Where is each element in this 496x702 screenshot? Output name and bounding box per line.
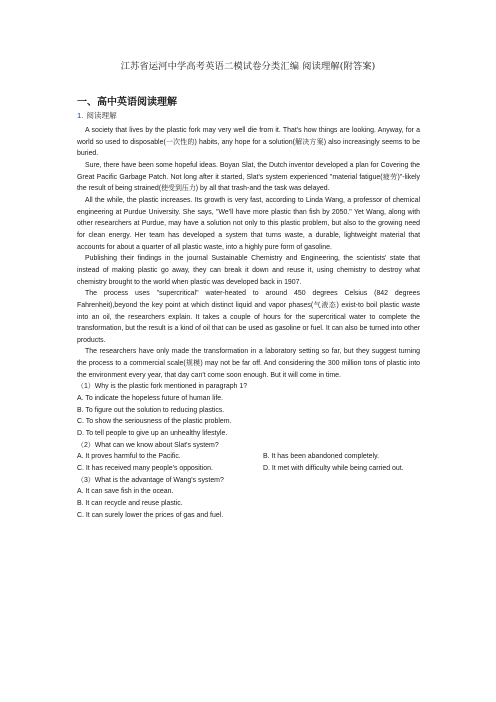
document-body xyxy=(77,125,420,521)
question-2-option-b: B. It has been abandoned completely. xyxy=(263,453,379,461)
question-1-stem: （1）Why is the plastic fork mentioned in paragraph 1? xyxy=(77,383,248,391)
question-2-options-row-1 xyxy=(77,451,420,463)
question-3-option-a: A. It can save fish in the ocean. xyxy=(77,488,174,496)
question-1-option-a: A. To indicate the hopeless future of human life. xyxy=(77,395,224,403)
passage-paragraph-5: The process uses "supercritical" water-heated to around 450 degrees Celsius (842 degrees Fahrenheit),beyond the key point at which distinct liquid and vapor phases(气液态) exist-to boil plastic waste into an oil, the researchers explain. It takes a couple of hours for the supercritical water to complete the transformation, but the result is a kind of oil that can be used as gasoline or fuel. It can also be turned into other products. xyxy=(77,290,420,344)
question-2-options-row-2 xyxy=(77,463,420,475)
question-2-option-d: D. It met with difficulty while being carried out. xyxy=(263,465,404,473)
question-2-stem: （2）What can we know about Slat's system? xyxy=(77,441,219,449)
question-1-option-c: C. To show the seriousness of the plastic problem. xyxy=(77,418,232,426)
question-2-option-a: A. It proves harmful to the Pacific. xyxy=(77,453,181,461)
passage-paragraph-4: Publishing their findings in the journal Sustainable Chemistry and Engineering, the scientists' state that instead of making plastic go away, they can break it down and reuse it, using chemistry to destroy what chemistry brought to the world when plastic was developed back in 1907. xyxy=(77,255,420,286)
question-2-option-c: C. It has received many people's opposition. xyxy=(77,465,213,473)
item-heading xyxy=(77,111,117,121)
passage-paragraph-2: Sure, there have been some hopeful ideas. Boyan Slat, the Dutch inventor developed a plan for Covering the Great Pacific Garbage Patch. Not long after it started, Slat's system experienced "material fatigue(疲劳)"-likely the result of being strained(使受到压力) by all that trash-and the task was delayed. xyxy=(77,161,420,193)
passage-paragraph-1: A society that lives by the plastic fork may very well die from it. That's how things are looking. Anyway, for a world so used to disposable(一次性的) habits, any hope for a solution(解决方案) also increasingly seems to be buried. xyxy=(77,127,420,158)
item-number: 1. xyxy=(77,111,84,120)
passage-paragraph-3: All the while, the plastic increases. Its growth is very fast, according to Linda Wang, a professor of chemical engineering at Purdue University. She says, "We'll have more plastic than fish by 2050." Yet Wang, along with other researchers at Purdue, may have a solution not only to this plastic problem, but also to the growing need for clean energy. Her team has developed a system that turns waste, a durable, lightweight material that accounts for about a quarter of all plastic waste, into a highly pure form of gasoline. xyxy=(77,196,420,251)
question-3-option-c: C. It can surely lower the prices of gas and fuel. xyxy=(77,511,224,519)
item-label: 阅读理解 xyxy=(86,111,117,120)
section-heading: 一、高中英语阅读理解 xyxy=(77,97,177,108)
document-title: 江苏省运河中学高考英语二模试卷分类汇编 阅读理解(附答案) xyxy=(120,61,376,72)
passage-paragraph-6: The researchers have only made the transformation in a laboratory setting so far, but they suggest turning the process to a commercial scale(规模) may not be far off. And considering the 300 million tons of plastic into the environment every year, that day can't come soon enough. But it will come in time. xyxy=(77,348,420,379)
question-3-stem: （3）What is the advantage of Wang's system? xyxy=(77,476,224,484)
question-1-option-d: D. To tell people to give up an unhealthy lifestyle. xyxy=(77,430,228,438)
question-1-option-b: B. To figure out the solution to reducing plastics. xyxy=(77,406,225,414)
question-3-option-b: B. It can recycle and reuse plastic. xyxy=(77,500,183,507)
